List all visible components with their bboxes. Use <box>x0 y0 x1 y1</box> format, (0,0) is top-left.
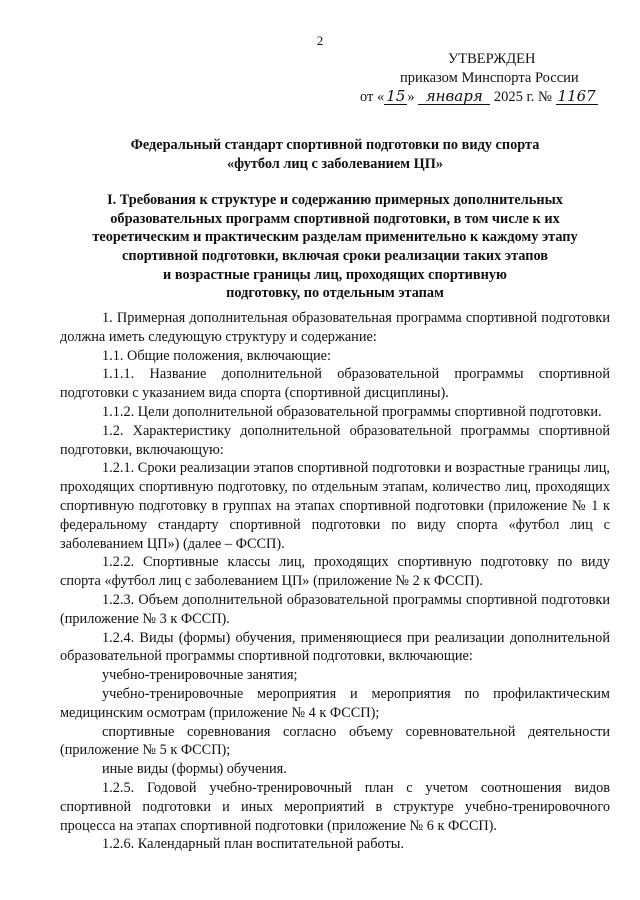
paragraph: 1.2.5. Годовой учебно-тренировочный план с учетом соотношения видов спортивной подготовки и иных мероприятий в структуре учебно-тренировочного процесса на этапах спортивной подготовки (приложение № 6 к ФССП). <box>60 779 610 834</box>
paragraph: 1.1. Общие положения, включающие: <box>102 347 331 364</box>
document-body <box>60 309 610 854</box>
section-heading <box>60 191 610 303</box>
section-heading-line: теоретическим и практическим разделам применительно к каждому этапу <box>92 229 578 246</box>
document-title-line: «футбол лиц с заболеванием ЦП» <box>227 155 443 172</box>
section-heading-line: I. Требования к структуре и содержанию примерных дополнительных <box>107 192 563 209</box>
section-heading-line: образовательных программ спортивной подготовки, в том числе к их <box>110 210 560 227</box>
list-item: иные виды (формы) обучения. <box>102 761 287 778</box>
paragraph: 1.2.1. Сроки реализации этапов спортивной подготовки и возрастные границы лиц, проходящих спортивную подготовку, по отдельным этапам, количество лиц, проходящих спортивную подготовку в группах на этапах спортивной подготовки (приложение № 1 к федеральному стандарту спортивной подготовки по виду спорта «футбол лиц с заболеванием ЦП») (далее – ФССП). <box>60 460 610 552</box>
paragraph: 1.1.2. Цели дополнительной образовательной программы спортивной подготовки. <box>102 403 602 420</box>
document-title-line: Федеральный стандарт спортивной подготовки по виду спорта <box>130 137 540 153</box>
paragraph: 1.2.2. Спортивные классы лиц, проходящих спортивную подготовку по виду спорта «футбол лиц с заболеванием ЦП» (приложение № 2 к ФССП). <box>60 554 610 590</box>
list-item: учебно-тренировочные мероприятия и мероприятия по профилактическим медицинским осмотрам (приложение № 4 к ФССП); <box>60 685 610 721</box>
paragraph: 1.1.1. Название дополнительной образовательной программы спортивной подготовки с указанием вида спорта (спортивной дисциплины). <box>60 366 610 402</box>
approval-stamp <box>360 50 610 107</box>
page-number: 2 <box>316 33 324 48</box>
handwritten-order-number: 1167 <box>557 87 596 105</box>
section-heading-line: спортивной подготовки, включая сроки реализации таких этапов <box>122 247 548 264</box>
paragraph: 1.2.3. Объем дополнительной образовательной программы спортивной подготовки (приложение № 3 к ФССП). <box>60 591 610 627</box>
paragraph: 1. Примерная дополнительная образовательная программа спортивной подготовки должна иметь следующую структуру и содержание: <box>60 310 610 345</box>
order-by-label: приказом Минспорта России <box>400 70 579 86</box>
paragraph: 1.2. Характеристику дополнительной образовательной программы спортивной подготовки, включающую: <box>60 422 610 458</box>
order-date-line <box>360 88 610 107</box>
section-heading-line: и возрастные границы лиц, проходящих спортивную <box>163 266 507 283</box>
approved-label: УТВЕРЖДЕН <box>448 51 536 67</box>
section-heading-line: подготовку, по отдельным этапам <box>226 285 444 302</box>
document-title-block <box>60 136 610 303</box>
paragraph: 1.2.6. Календарный план воспитательной работы. <box>102 836 404 853</box>
handwritten-month: января <box>418 88 490 105</box>
list-item: учебно-тренировочные занятия; <box>102 667 298 684</box>
paragraph: 1.2.4. Виды (формы) обучения, применяющиеся при реализации дополнительной образовательной программы спортивной подготовки, включающие: <box>60 629 610 665</box>
list-item: спортивные соревнования согласно объему соревновательной деятельности (приложение № 5 к ФССП); <box>60 723 610 759</box>
year-and-number-label: 2025 г. № <box>493 89 552 105</box>
date-close-quote: » <box>407 89 415 105</box>
date-prefix: от « <box>360 89 385 105</box>
handwritten-day: 15 <box>386 87 406 105</box>
